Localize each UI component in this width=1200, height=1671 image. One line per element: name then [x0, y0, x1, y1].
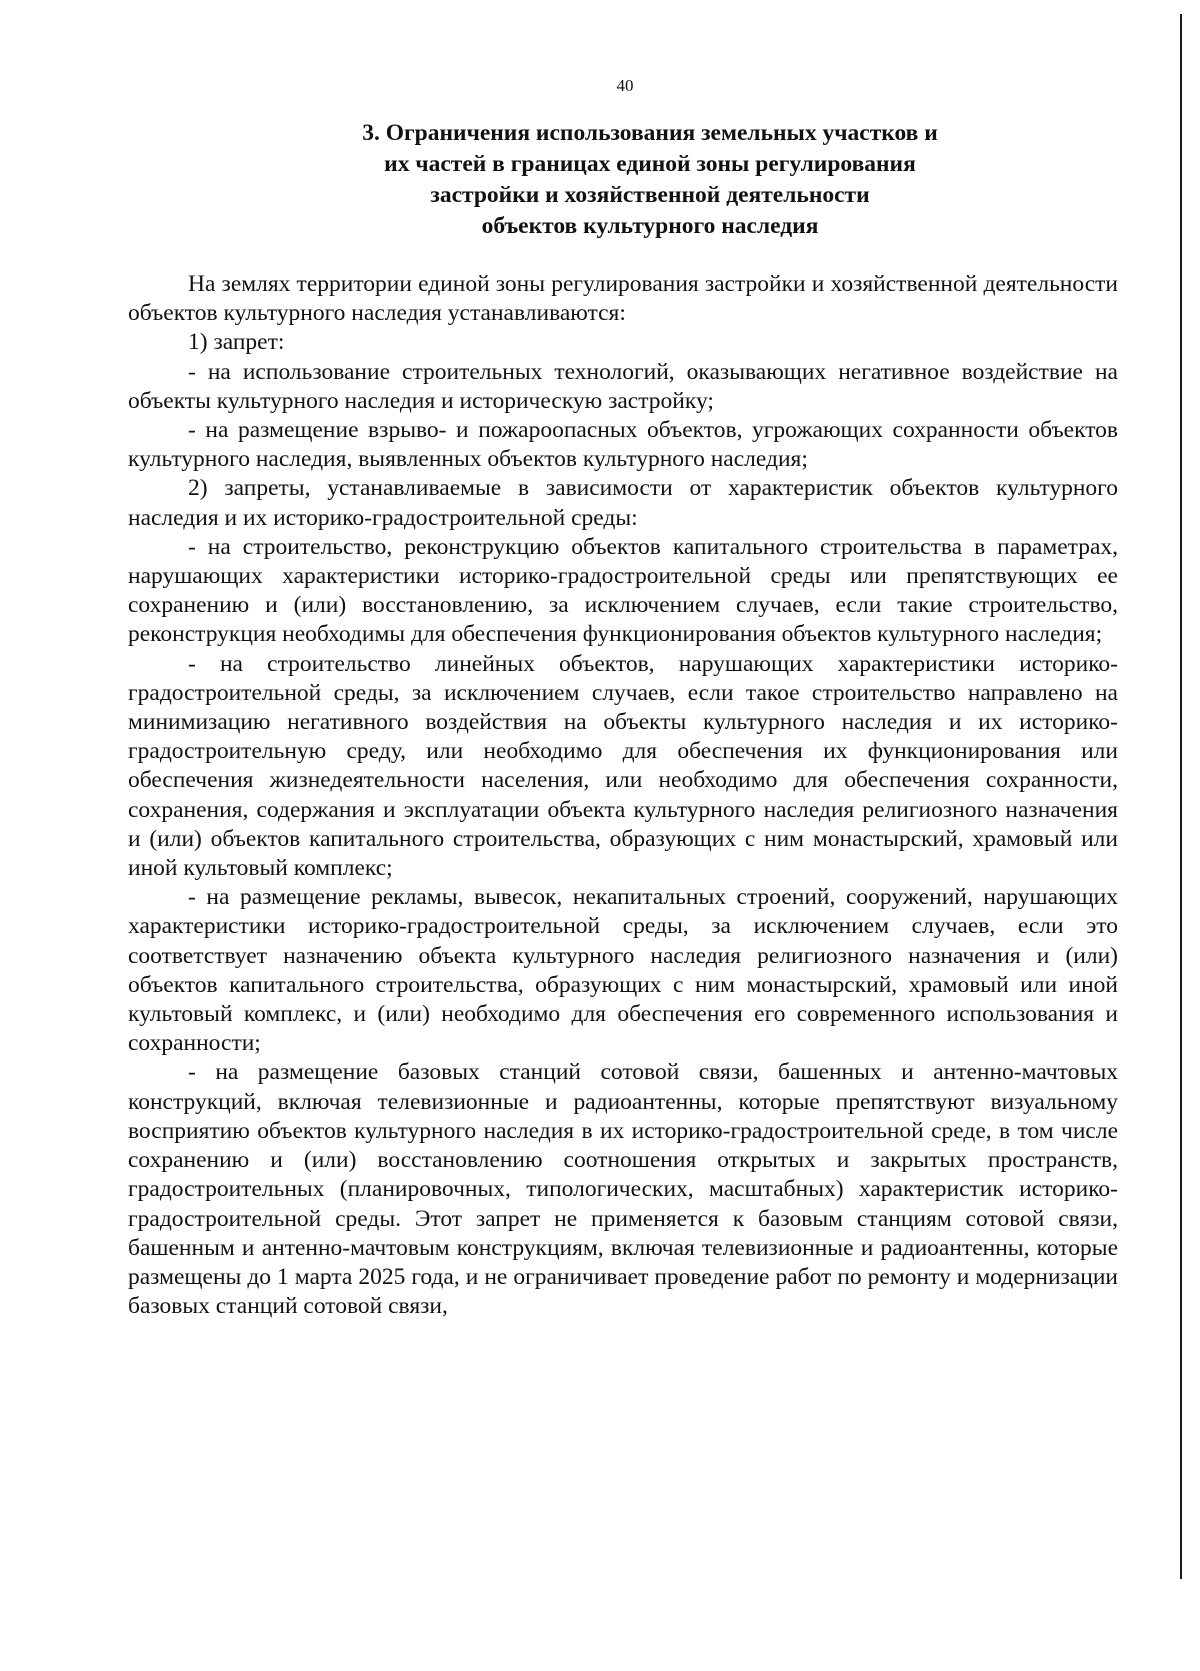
- paragraph: - на строительство, реконструкцию объектов капитального строительства в параметрах, нарушающих характеристики историко-градостроительной среды или препятствующих ее сохранению и (или) восстановлению, за исключением случаев, если такие строительство, реконструкция необходимы для обеспечения функционирования объектов культурного наследия;: [128, 533, 1118, 648]
- paragraph: 2) запреты, устанавливаемые в зависимости от характеристик объектов культурного наследия и их историко-градостроительной среды:: [128, 475, 1118, 531]
- paragraph: 1) запрет:: [188, 329, 285, 356]
- paragraph: - на размещение взрыво- и пожароопасных объектов, угрожающих сохранности объектов культурного наследия, выявленных объектов культурного наследия;: [128, 417, 1118, 473]
- heading-line-3: застройки и хозяйственной деятельности: [430, 182, 870, 208]
- section-heading: [250, 118, 1050, 242]
- paragraph: - на размещение базовых станций сотовой связи, башенных и антенно-мачтовых конструкций, включая телевизионные и радиоантенны, которые препятствуют визуальному восприятию объектов культурного наследия в их историко-градостроительной среде, в том числе сохранению и (или) восстановлению соотношения открытых и закрытых пространств, градостроительных (планировочных, типологических, масштабных) характеристик историко-градостроительной среды. Этот запрет не применяется к базовым станциям сотовой связи, башенным и антенно-мачтовым конструкциям, включая телевизионные и радиоантенны, которые размещены до 1 марта 2025 года, и не ограничивает проведение работ по ремонту и модернизации базовых станций сотовой связи,: [128, 1059, 1118, 1320]
- heading-line-1: 3. Ограничения использования земельных участков и: [362, 120, 938, 146]
- page-edge-line: [1180, 14, 1182, 1579]
- page-number: 40: [616, 76, 634, 95]
- paragraph: На землях территории единой зоны регулирования застройки и хозяйственной деятельности объектов культурного наследия устанавливаются:: [128, 271, 1118, 327]
- document-body: [128, 270, 1118, 1321]
- paragraph: - на размещение рекламы, вывесок, некапитальных строений, сооружений, нарушающих характеристики историко-градостроительной среды, за исключением случаев, если это соответствует назначению объекта культурного наследия религиозного назначения и (или) объектов капитального строительства, образующих с ним монастырский, храмовый или иной культовый комплекс, и (или) необходимо для обеспечения его современного использования и сохранности;: [128, 884, 1118, 1057]
- paragraph: - на строительство линейных объектов, нарушающих характеристики историко-градостроительной среды, за исключением случаев, если такое строительство направлено на минимизацию негативного воздействия на объекты культурного наследия и их историко-градостроительную среду, или необходимо для обеспечения их функционирования или обеспечения жизнедеятельности населения, или необходимо для обеспечения сохранности, сохранения, содержания и эксплуатации объекта культурного наследия религиозного назначения и (или) объектов капитального строительства, образующих с ним монастырский, храмовый или иной культовый комплекс;: [128, 650, 1118, 882]
- heading-line-2: их частей в границах единой зоны регулирования: [384, 151, 916, 177]
- paragraph: - на использование строительных технологий, оказывающих негативное воздействие на объекты культурного наследия и историческую застройку;: [128, 358, 1118, 414]
- heading-line-4: объектов культурного наследия: [481, 213, 819, 239]
